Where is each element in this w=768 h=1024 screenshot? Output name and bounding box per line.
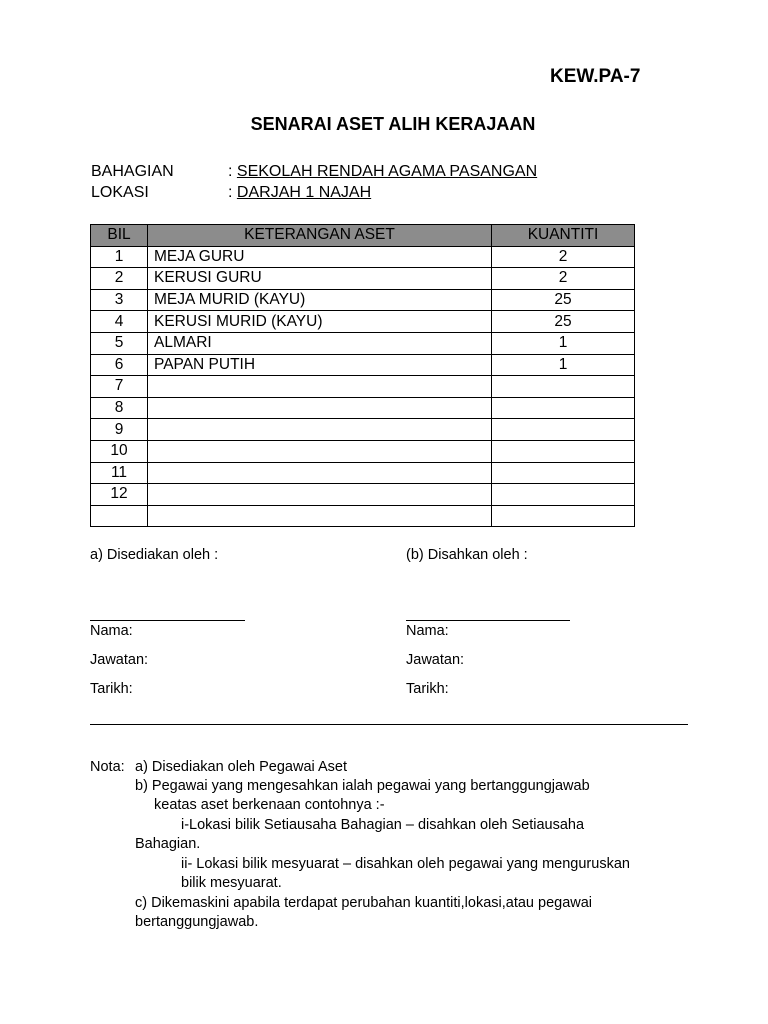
header-keterangan: KETERANGAN ASET <box>148 225 492 247</box>
row-kuantiti-cell <box>492 397 635 419</box>
table-row <box>91 354 635 376</box>
note-a: a) Disediakan oleh Pegawai Aset <box>135 759 347 775</box>
row-keterangan-cell: MEJA MURID (KAYU) <box>148 289 492 311</box>
row-keterangan-cell <box>148 397 492 419</box>
bahagian-value: SEKOLAH RENDAH AGAMA PASANGAN <box>236 163 538 180</box>
lokasi-label: LOKASI <box>91 184 149 201</box>
row-bil-cell: 10 <box>91 440 148 462</box>
row-bil-cell: 9 <box>91 419 148 441</box>
row-keterangan-cell: KERUSI GURU <box>148 268 492 290</box>
row-bil-cell: 11 <box>91 462 148 484</box>
row-bil-cell: 2 <box>91 268 148 290</box>
row-kuantiti-cell <box>492 419 635 441</box>
bahagian-field <box>228 163 537 181</box>
table-body <box>91 246 635 527</box>
document-title: SENARAI ASET ALIH KERAJAAN <box>250 114 536 134</box>
row-keterangan-cell: PAPAN PUTIH <box>148 354 492 376</box>
row-bil-cell <box>91 505 148 527</box>
note-c: c) Dikemaskini apabila terdapat perubahan kuantiti,lokasi,atau pegawai <box>135 895 593 911</box>
approved-signature-line <box>406 620 570 621</box>
prepared-heading: a) Disediakan oleh : <box>90 547 219 563</box>
row-bil-cell: 7 <box>91 376 148 398</box>
prepared-nama-label: Nama: <box>90 623 133 639</box>
row-kuantiti-cell: 1 <box>492 354 635 376</box>
row-kuantiti-cell <box>492 462 635 484</box>
prepared-signature-line <box>90 620 245 621</box>
row-bil-cell: 6 <box>91 354 148 376</box>
row-kuantiti-cell: 2 <box>492 268 635 290</box>
row-keterangan-cell <box>148 462 492 484</box>
note-i: i-Lokasi bilik Setiausaha Bahagian – disahkan oleh Setiausaha <box>181 817 585 833</box>
row-bil-cell: 3 <box>91 289 148 311</box>
notes-prefix: Nota: <box>90 759 125 775</box>
lokasi-field <box>228 184 371 202</box>
note-b-continued: keatas aset berkenaan contohnya :- <box>154 797 385 813</box>
row-kuantiti-cell <box>492 440 635 462</box>
table-row <box>91 268 635 290</box>
table-row <box>91 246 635 268</box>
table-header-row <box>91 225 635 247</box>
prepared-jawatan-label: Jawatan: <box>90 652 149 668</box>
row-kuantiti-cell <box>492 505 635 527</box>
note-c-continued: bertanggungjawab. <box>135 914 259 930</box>
approved-heading: (b) Disahkan oleh : <box>406 547 528 563</box>
asset-table <box>90 224 635 527</box>
row-kuantiti-cell <box>492 484 635 506</box>
header-kuantiti: KUANTITI <box>492 225 635 247</box>
table-row <box>91 289 635 311</box>
note-b: b) Pegawai yang mengesahkan ialah pegawai yang bertanggungjawab <box>135 778 590 794</box>
table-row <box>91 376 635 398</box>
form-code: KEW.PA-7 <box>550 66 641 87</box>
row-bil-cell: 1 <box>91 246 148 268</box>
bahagian-label: BAHAGIAN <box>91 163 174 180</box>
row-keterangan-cell: KERUSI MURID (KAYU) <box>148 311 492 333</box>
row-kuantiti-cell: 25 <box>492 289 635 311</box>
row-bil-cell: 4 <box>91 311 148 333</box>
note-ii-continued: bilik mesyuarat. <box>181 875 282 891</box>
table-row <box>91 419 635 441</box>
note-i-continued: Bahagian. <box>135 836 201 852</box>
approved-jawatan-label: Jawatan: <box>406 652 465 668</box>
row-keterangan-cell <box>148 419 492 441</box>
section-divider <box>90 724 688 725</box>
row-keterangan-cell <box>148 484 492 506</box>
table-row <box>91 311 635 333</box>
table-row <box>91 332 635 354</box>
row-kuantiti-cell: 25 <box>492 311 635 333</box>
lokasi-separator: : <box>228 184 233 201</box>
row-keterangan-cell <box>148 376 492 398</box>
row-kuantiti-cell: 2 <box>492 246 635 268</box>
row-keterangan-cell <box>148 440 492 462</box>
note-ii: ii- Lokasi bilik mesyuarat – disahkan oleh pegawai yang menguruskan <box>181 856 630 872</box>
approved-nama-label: Nama: <box>406 623 449 639</box>
approved-tarikh-label: Tarikh: <box>406 681 449 697</box>
row-bil-cell: 8 <box>91 397 148 419</box>
lokasi-value: DARJAH 1 NAJAH <box>236 184 372 201</box>
row-keterangan-cell: MEJA GURU <box>148 246 492 268</box>
table-row <box>91 462 635 484</box>
row-kuantiti-cell <box>492 376 635 398</box>
row-bil-cell: 5 <box>91 332 148 354</box>
header-bil: BIL <box>91 225 148 247</box>
table-row <box>91 505 635 527</box>
row-bil-cell: 12 <box>91 484 148 506</box>
row-keterangan-cell: ALMARI <box>148 332 492 354</box>
row-kuantiti-cell: 1 <box>492 332 635 354</box>
table-row <box>91 397 635 419</box>
table-row <box>91 440 635 462</box>
table-row <box>91 484 635 506</box>
bahagian-separator: : <box>228 163 233 180</box>
row-keterangan-cell <box>148 505 492 527</box>
prepared-tarikh-label: Tarikh: <box>90 681 133 697</box>
